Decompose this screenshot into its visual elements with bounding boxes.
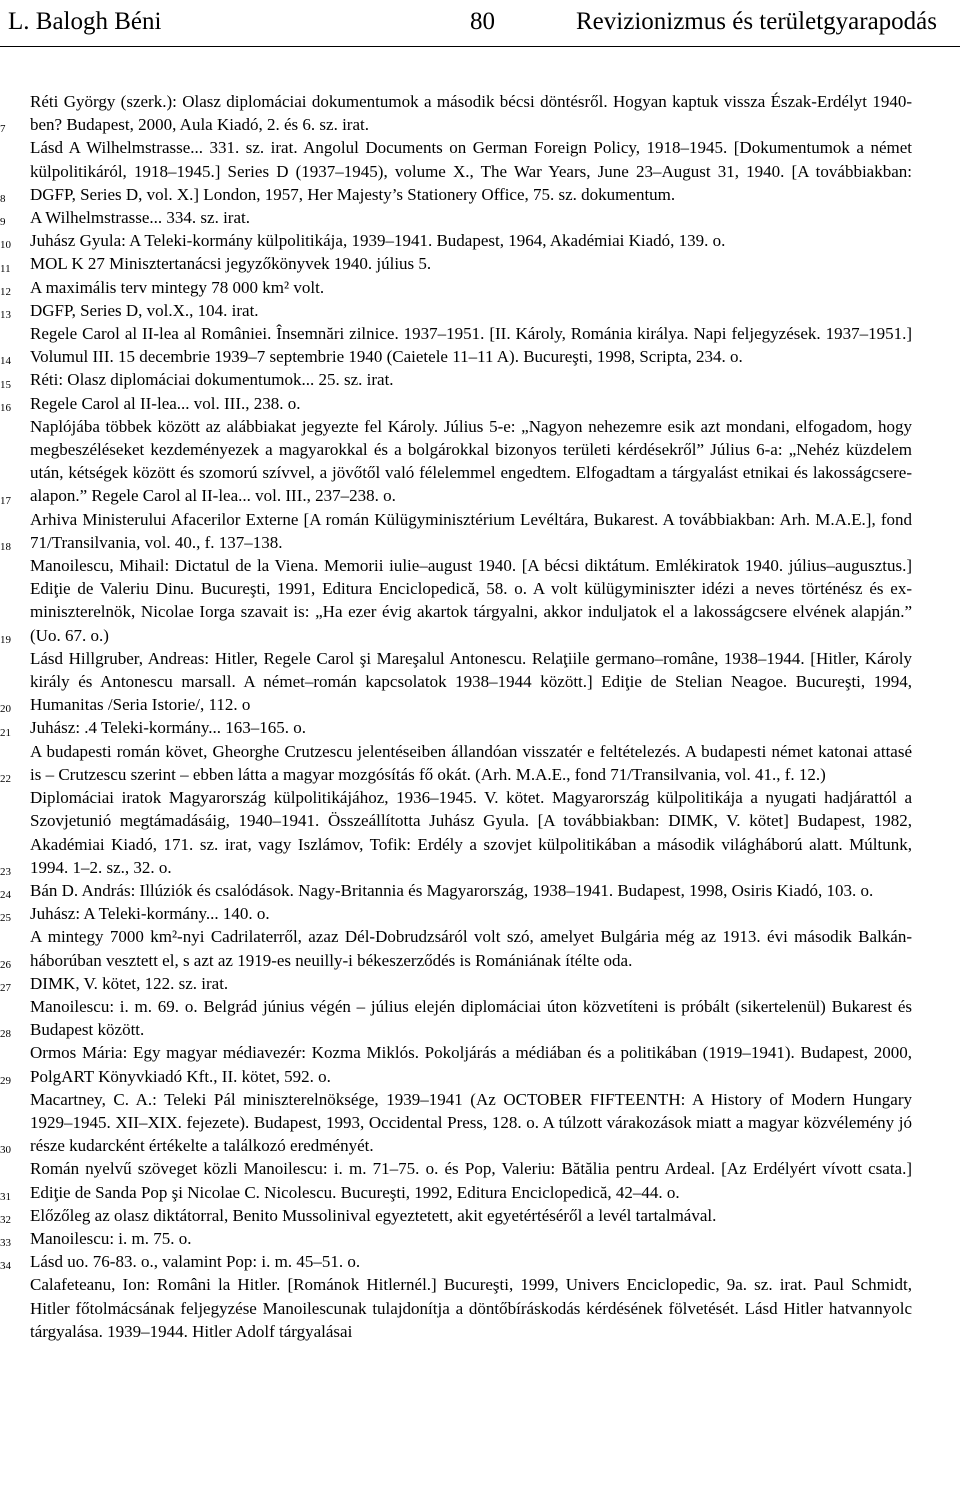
footnote-number: 31 — [0, 1190, 11, 1203]
footnote-text: A budapesti román követ, Gheorghe Crutzescu jelentéseiben állandóan visszatér e feltételezés. A budapesti német katonai attasé is – Crutzescu szerint – ebben látta a magyar mozgósítás fő okát. (Arh. M.A.E., fond 71/Transilvania, vol. 41., f. 12.) — [30, 741, 912, 784]
footnotes — [0, 90, 960, 1343]
footnote — [0, 1074, 960, 1158]
footnote-number: 18 — [0, 541, 11, 554]
footnote-text: Bán D. András: Illúziók és csalódások. Nagy-Britannia és Magyarország, 1938–1941. Budapest, 1998, Osiris Kiadó, 103. o. — [30, 880, 874, 900]
footnote — [0, 773, 960, 879]
footnote — [0, 633, 960, 717]
footnote-text: Manoilescu: i. m. 69. o. Belgrád június végén – július elején diplomáciai úton közvetíteni is próbált (sikertelenül) Bukarest és Budapest között. — [30, 996, 912, 1040]
footnote-text: Lásd A Wilhelmstrasse... 331. sz. irat. Angolul Documents on German Foreign Policy, 1918–1945. [Dokumentumok a német külpolitikáról, 1918–1945.] Series D (1937–1945), volume X., The War Years, June 23–August 31, 1940. [A továbbiakban: DGFP, Series D, vol. X.] London, 1957, Her Majesty’s Stationery Office, 75. sz. dokumentum. — [30, 138, 912, 204]
footnote-text: Réti György (szerk.): Olasz diplomáciai dokumentumok a második bécsi döntésről. Hogyan kaptuk vissza Észak-Erdélyt 1940-ben? Budapest, 2000, Aula Kiadó, 2. és 6. sz. irat. — [30, 92, 912, 135]
header-author: L. Balogh Béni — [8, 8, 162, 35]
footnote-number: 34 — [0, 1260, 11, 1273]
footnote — [0, 494, 960, 554]
footnote-text: Arhiva Ministerului Afacerilor Externe [A román Külügyminisztérium Levéltára, Bukarest. A továbbiakban: Arh. M.A.E.], fond 71/Transilvania, vol. 40., f. 137–138. — [30, 509, 912, 552]
footnote-text: Diplomáciai iratok Magyarország külpolitikájához, 1936–1945. V. kötet. Magyarország külpolitikája a nyugati hadjárattól a Szovjetunió megtámadásáig, 1940–1941. Összeállította Juhász Gyula. [A továbbiakban: DIMK, V. kötet] Budapest, 1982, Akadémiai Kiadó, 171. sz. irat, vagy Iszlámov, Tofik: Erdély a szovjet külpolitikában a második világháború alatt. Múltunk, 1994. 1–2. sz., 32. o. — [30, 788, 912, 877]
footnote — [0, 1028, 960, 1087]
footnote — [0, 90, 960, 136]
footnote — [0, 541, 960, 647]
footnote-text: Lásd Hillgruber, Andreas: Hitler, Regele Carol şi Mareşalul Antonescu. Relaţiile germano–române, 1938–1944. [Hitler, Károly király és Antonescu marsall. A német–román kapcsolatok 1938–1944 között.] Ediţie de Stelian Neagoe. Bucureşti, 1994, Humanitas /Seria Istorie/, 112. o — [30, 648, 912, 715]
footnote-number: 32 — [0, 1213, 11, 1226]
footnote-text: Előzőleg az olasz diktátorral, Benito Mussolinival egyeztetett, akit egyetértéséről a levél tartalmával. — [30, 1205, 717, 1225]
footnote — [0, 865, 960, 902]
footnote-number: 26 — [0, 958, 11, 971]
footnote-number: 10 — [0, 239, 11, 252]
footnote-number: 12 — [0, 285, 11, 298]
footnote-number: 23 — [0, 865, 11, 878]
footnote-text: Regele Carol al II-lea... vol. III., 238. o. — [30, 393, 301, 413]
footnote-text: Calafeteanu, Ion: Români la Hitler. [Románok Hitlernél.] Bucureşti, 1999, Univers Enciclopedic, 9a. sz. irat. Paul Schmidt, Hitler főtolmácsának feljegyzése Manoilescunak tulajdonítja a döntőbíráskodás kérdésének fölvetését. Lásd Hitler hatvannyolc tárgyalása. 1939–1944. Hitler Adolf tárgyalásai — [30, 1275, 912, 1341]
footnote-text: Manoilescu: i. m. 75. o. — [30, 1228, 192, 1248]
footnote-text: Manoilescu, Mihail: Dictatul de la Viena. Memorii iulie–august 1940. [A bécsi diktátum. Emlékiratok 1940. július–augusztus.] Ediţie de Valeriu Dinu. Bucureşti, 1991, Editura Enciclopedică, 58. o. A volt külügyminiszter idézi a neves történész és ex-miniszterelnök, Nicolae Iorga szavait is: „Ha ezer évig akartok tárgyalni, akkor induljatok el a lakosságcsere elvének alapján.” (Uo. 67. o.) — [30, 556, 912, 645]
footnote — [0, 1144, 960, 1203]
footnote-number: 19 — [0, 633, 11, 646]
footnote-number: 20 — [0, 703, 11, 716]
footnote-number: 22 — [0, 773, 11, 786]
footnote-number: 13 — [0, 309, 11, 322]
footnote — [0, 193, 960, 229]
footnote — [0, 123, 960, 206]
footnote-number: 33 — [0, 1237, 11, 1250]
footnote-text: Juhász Gyula: A Teleki-kormány külpolitikája, 1939–1941. Budapest, 1964, Akadémiai Kiadó, 139. o. — [30, 231, 726, 251]
running-header — [0, 0, 960, 56]
footnote-text: Naplójába többek között az alábbiakat jegyezte fel Károly. Július 5-e: „Nagyon nehezemre esik azt mondani, elfogadom, hogy megbeszéléseket kezdeményezek a magyarokkal és a bolgárokkal bizonyos területi kérdésekről” Július 6-a: „Nehéz küzdelem után, kétségek között és szomorú szívvel, a jövőtől való félelemmel engedtem. Elfogadtam a tárgyalást etnikai és lakosságcsere-alapon.” Regele Carol al II-lea... vol. III., 237–238. o. — [30, 416, 912, 506]
footnote-number: 21 — [0, 726, 11, 739]
footnote-text: DGFP, Series D, vol.X., 104. irat. — [30, 300, 259, 320]
footnote-number: 16 — [0, 401, 11, 414]
footnote-text: MOL K 27 Minisztertanácsi jegyzőkönyvek 1940. július 5. — [30, 254, 432, 274]
footnote-text: Regele Carol al II-lea al României. Însemnări zilnice. 1937–1951. [II. Károly, Románia királya. Napi feljegyzések. 1937–1951.] Volumul III. 15 decembrie 1939–7 septembrie 1940 (Caietele 11–11 A). Bucureşti, 1998, Scripta, 234. o. — [30, 324, 912, 367]
footnote-text: A mintegy 7000 km²-nyi Cadrilaterről, azaz Dél-Dobrudzsáról volt szó, amelyet Bulgária még az 1913. évi második Balkán-háborúban vesztett el, s azt az 1919-es neuilly-i békeszerződés is Romániának ítélte oda. — [30, 927, 912, 970]
footnote-text: A Wilhelmstrasse... 334. sz. irat. — [30, 208, 250, 228]
footnote-text: Réti: Olasz diplomáciai dokumentumok... 25. sz. irat. — [30, 370, 394, 390]
header-title: Revizionizmus és területgyarapodás — [576, 8, 937, 35]
footnote-number: 7 — [0, 123, 6, 136]
footnote-text: DIMK, V. kötet, 122. sz. irat. — [30, 973, 229, 993]
footnote-number: 28 — [0, 1028, 11, 1041]
footnote-text: Macartney, C. A.: Teleki Pál miniszterelnöksége, 1939–1941 (Az OCTOBER FIFTEENTH: A History of Modern Hungary 1929–1945. XII–XIX. fejezete). Budapest, 1993, Occidental Press, 128. o. A túlzott várakozások miatt a magyar közvélemény jó része kudarcként értékelte a találkozó eredményét. — [30, 1089, 912, 1156]
footnote-text: Ormos Mária: Egy magyar médiavezér: Kozma Miklós. Pokoljárás a médiában és a politikában (1919–1941). Budapest, 2000, PolgART Könyvkiadó Kft., II. kötet, 592. o. — [30, 1043, 912, 1086]
footnote-number: 25 — [0, 912, 11, 925]
footnote-number: 29 — [0, 1074, 11, 1087]
footnote — [0, 958, 960, 995]
footnote-number: 27 — [0, 981, 11, 994]
footnote-number: 8 — [0, 193, 6, 206]
footnote-number: 17 — [0, 494, 11, 507]
footnote-number: 11 — [0, 262, 11, 275]
footnote-text: Juhász: A Teleki-kormány... 140. o. — [30, 904, 270, 924]
footnote — [0, 1190, 960, 1227]
footnote-number: 9 — [0, 216, 6, 229]
footnote-number: 14 — [0, 355, 11, 368]
header-rule — [0, 46, 960, 47]
footnote-number: 24 — [0, 889, 11, 902]
footnote — [0, 703, 960, 739]
footnote-number: 15 — [0, 378, 11, 391]
page-number: 80 — [470, 8, 495, 35]
footnote-text: Juhász: .4 Teleki-kormány... 163–165. o. — [30, 718, 306, 738]
footnote-number: 30 — [0, 1144, 11, 1157]
footnote-text: Lásd uo. 76-83. o., valamint Pop: i. m. 45–51. o. — [30, 1252, 361, 1272]
footnote-text: Román nyelvű szöveget közli Manoilescu: i. m. 71–75. o. és Pop, Valeriu: Bătălia pentru Ardeal. [Az Erdélyért vívott csata.] Ediţie de Sanda Pop şi Nicolae C. Nicolescu. Bucureşti, 1992, Editura Enciclopedică, 42–44. o. — [30, 1159, 912, 1202]
footnote — [0, 355, 960, 391]
footnote-text: A maximális terv mintegy 78 000 km² volt. — [30, 277, 325, 297]
